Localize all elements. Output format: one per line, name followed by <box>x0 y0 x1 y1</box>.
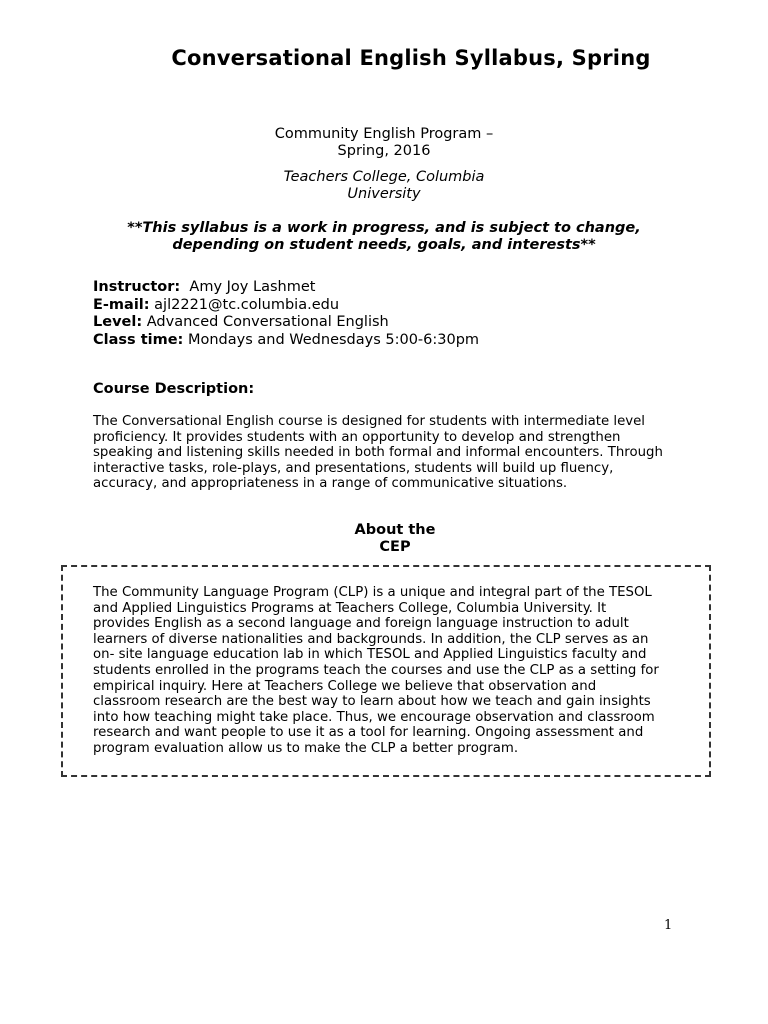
about-line: into how teaching might take place. Thus, we encourage observation and classroom <box>93 709 655 725</box>
level-row <box>93 314 479 332</box>
about-heading-line-1: About the <box>354 522 436 538</box>
about-heading-line-2: CEP <box>379 539 411 555</box>
email-row <box>93 297 479 315</box>
about-line: students enrolled in the programs teach the courses and use the CLP as a setting for <box>93 662 659 678</box>
page-number: 1 <box>664 918 673 933</box>
description-line: The Conversational English course is designed for students with intermediate level <box>93 414 645 429</box>
about-line: research and want people to use it as a tool for learning. Ongoing assessment and <box>93 725 644 741</box>
about-line: and Applied Linguistics Programs at Teachers College, Columbia University. It <box>93 600 607 616</box>
about-line: on- site language education lab in which TESOL and Applied Linguistics faculty and <box>93 647 647 663</box>
email-label: E-mail: <box>93 296 150 313</box>
level-label: Level: <box>93 314 143 330</box>
about-line: learners of diverse nationalities and backgrounds. In addition, the CLP serves as an <box>93 631 649 647</box>
level-value: Advanced Conversational English <box>146 314 389 330</box>
notice-line-1: **This syllabus is a work in progress, and is subject to change, <box>127 220 641 236</box>
course-info <box>93 279 479 349</box>
class-time-label: Class time: <box>93 331 184 348</box>
work-in-progress-notice <box>0 220 768 254</box>
instructor-label: Instructor: <box>93 279 181 295</box>
description-line: accuracy, and appropriateness in a range of communicative situations. <box>93 476 568 492</box>
about-heading <box>0 522 768 556</box>
about-line: provides English as a second language and foreign language instruction to adult <box>93 616 629 632</box>
class-time-value: Mondays and Wednesdays 5:00-6:30pm <box>187 331 480 348</box>
course-description-heading: Course Description: <box>93 381 255 397</box>
email-value[interactable]: ajl2221@tc.columbia.edu <box>154 296 340 313</box>
college-line-1: Teachers College, Columbia <box>283 169 485 185</box>
about-line: empirical inquiry. Here at Teachers College we believe that observation and <box>93 678 597 694</box>
instructor-value: Amy Joy Lashmet <box>189 279 316 295</box>
description-line: proficiency. It provides students with an opportunity to develop and strengthen <box>93 429 621 445</box>
about-line: program evaluation allow us to make the CLP a better program. <box>93 740 519 756</box>
program-line-2: Spring, 2016 <box>337 143 431 159</box>
program-heading <box>0 126 768 160</box>
about-line: The Community Language Program (CLP) is a unique and integral part of the TESOL <box>93 585 652 600</box>
college-heading <box>0 169 768 203</box>
program-line-1: Community English Program – <box>274 126 494 142</box>
about-line: classroom research are the best way to learn about how we teach and gain insights <box>93 694 651 710</box>
about-text <box>93 585 698 757</box>
college-line-2: University <box>347 186 421 202</box>
notice-line-2: depending on student needs, goals, and interests** <box>172 237 596 253</box>
description-line: interactive tasks, role-plays, and presentations, students will build up fluency, <box>93 460 614 476</box>
description-line: speaking and listening skills needed in both formal and informal encounters. Through <box>93 445 663 461</box>
class-time-row <box>93 332 479 350</box>
document-title: Conversational English Syllabus, Spring <box>171 46 651 70</box>
course-description <box>93 414 713 492</box>
instructor-row <box>93 279 479 297</box>
